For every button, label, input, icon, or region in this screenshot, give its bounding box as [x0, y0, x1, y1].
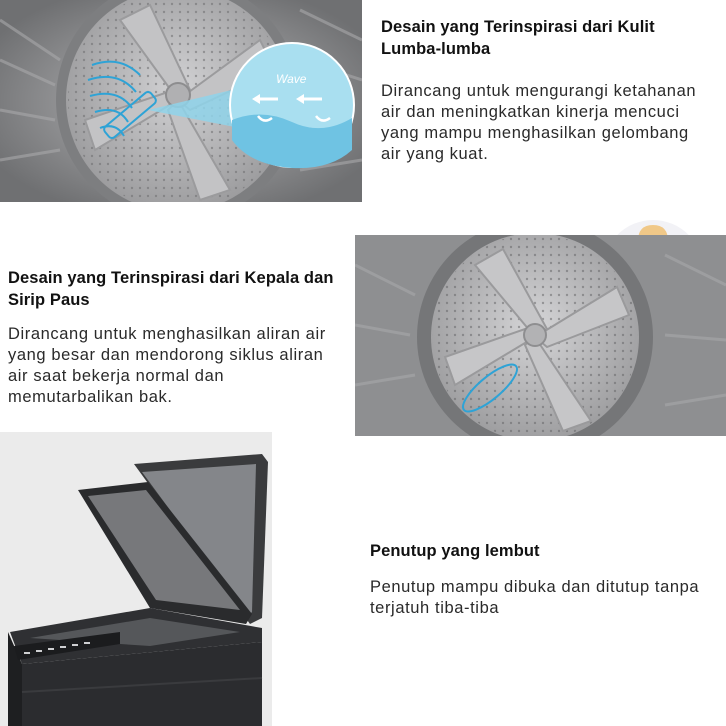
- wave-callout: [230, 43, 354, 168]
- feature-description: Dirancang untuk mengurangi ketahanan air dan meningkatkan kinerja mencuci yang mampu menghasilkan gelombang air yang kuat.: [381, 82, 697, 163]
- feature-description: Dirancang untuk menghasilkan aliran air yang besar dan mendorong siklus aliran air saat bekerja normal dan memutarbalikan bak.: [8, 325, 326, 406]
- drum-impeller-image: [355, 235, 726, 436]
- feature-title: Desain yang Terinspirasi dari Kulit Lumba-lumba: [381, 18, 655, 58]
- wave-label: Wave: [276, 72, 307, 86]
- feature-title: Desain yang Terinspirasi dari Kepala dan Sirip Paus: [8, 269, 334, 309]
- drum-wave-image: [0, 0, 362, 202]
- feature-description: Penutup mampu dibuka dan ditutup tanpa terjatuh tiba-tiba: [370, 578, 700, 617]
- feature-dolphin-skin: [381, 16, 711, 165]
- feature-whale-head: [8, 267, 348, 408]
- feature-title: Penutup yang lembut: [370, 542, 540, 560]
- feature-soft-lid: [370, 540, 710, 619]
- washing-machine-lid-image: [0, 432, 272, 726]
